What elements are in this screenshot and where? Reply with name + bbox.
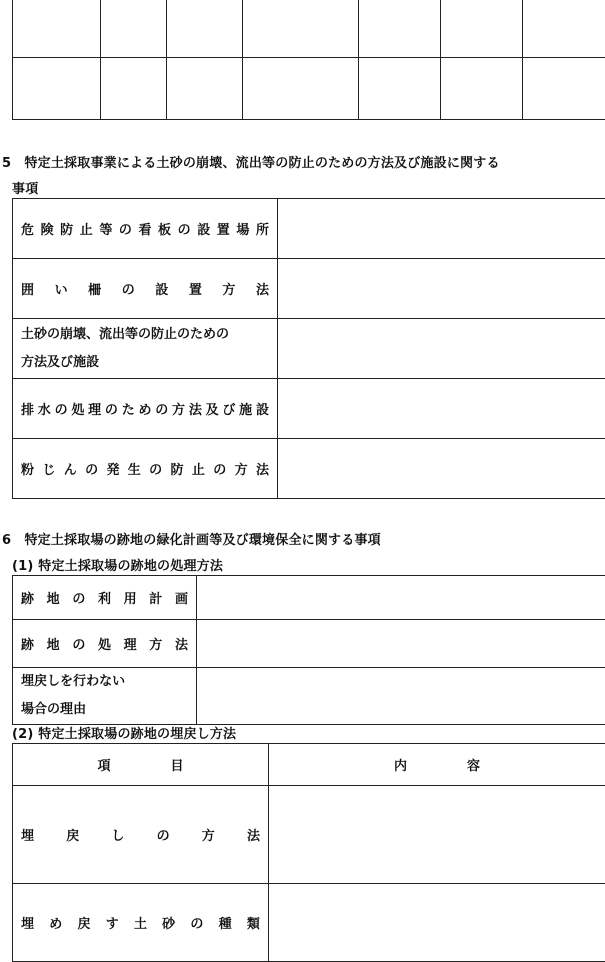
label-char: わ xyxy=(86,674,99,689)
label-char: 埋 xyxy=(21,913,34,932)
header-content xyxy=(269,744,605,786)
input-cell-fence[interactable] xyxy=(278,259,605,319)
label-char: を xyxy=(60,674,73,689)
label-char: 所 xyxy=(256,219,269,238)
section6-sub2-heading: (2) 特定土採取場の跡地の埋戻し方法 xyxy=(12,723,236,742)
section6-sub1-table xyxy=(12,575,605,725)
input-cell-site-treatment[interactable] xyxy=(197,620,605,668)
label-char: 施 xyxy=(239,399,252,418)
input-cell-no-backfill-reason[interactable] xyxy=(197,668,605,725)
label-char: 埋 xyxy=(21,825,34,844)
label-char: の xyxy=(105,399,118,418)
table-cell[interactable] xyxy=(13,58,101,120)
input-cell-drainage[interactable] xyxy=(278,379,605,439)
label-cell xyxy=(13,884,269,962)
table-cell[interactable] xyxy=(359,0,441,58)
label-line1: 土砂の崩壊、流出等の防止のための xyxy=(21,321,269,349)
label-char: 計 xyxy=(149,588,162,607)
section5-heading: 5 特定土採取事業による土砂の崩壊、流出等の防止のための方法及び施設に関する xyxy=(2,152,500,171)
label-char: の xyxy=(72,588,85,607)
label-char: 行 xyxy=(73,674,86,689)
label-char: 法 xyxy=(256,459,269,478)
label-char: 法 xyxy=(34,355,47,370)
label-char: 土 xyxy=(134,913,147,932)
label-char: 設 xyxy=(256,399,269,418)
label-char: 険 xyxy=(41,219,54,238)
top-continuation-table xyxy=(12,0,605,120)
label-char: な xyxy=(99,674,112,689)
section6-heading: 6 特定土採取場の跡地の緑化計画等及び環境保全に関する事項 xyxy=(2,529,381,548)
label-char: 項 xyxy=(97,755,110,774)
label-char: 理 xyxy=(124,634,137,653)
label-char: 合 xyxy=(34,702,47,717)
row-label-site-treatment xyxy=(13,634,196,653)
label-char: 目 xyxy=(171,755,184,774)
label-char: 排 xyxy=(21,399,34,418)
label-char: の xyxy=(155,399,168,418)
row-label-collapse-prevention xyxy=(13,321,277,377)
table-cell[interactable] xyxy=(167,0,243,58)
label-char: じ xyxy=(42,459,55,478)
row-label-no-backfill-reason xyxy=(13,668,196,724)
table-cell[interactable] xyxy=(359,58,441,120)
label-char: 発 xyxy=(106,459,119,478)
label-char: 場 xyxy=(236,219,249,238)
label-char: 地 xyxy=(47,588,60,607)
label-cell xyxy=(13,786,269,884)
label-char: 止 xyxy=(80,219,93,238)
label-char: 用 xyxy=(124,588,137,607)
label-char: の xyxy=(178,219,191,238)
input-cell-backfill-method[interactable] xyxy=(269,786,605,884)
table-cell[interactable] xyxy=(13,0,101,58)
section6-sub2-table xyxy=(12,743,605,962)
label-char: び xyxy=(60,355,73,370)
label-char: 柵 xyxy=(88,279,101,298)
row-label-fence xyxy=(13,279,277,298)
label-char: 利 xyxy=(98,588,111,607)
label-cell xyxy=(13,319,278,379)
label-char: 看 xyxy=(138,219,151,238)
label-char: 類 xyxy=(247,913,260,932)
table-cell[interactable] xyxy=(243,0,359,58)
label-char: 施 xyxy=(73,355,86,370)
label-cell xyxy=(13,199,278,259)
row-label-drainage xyxy=(13,399,277,418)
label-char: の xyxy=(213,459,226,478)
label-char: 危 xyxy=(21,219,34,238)
label-char: 置 xyxy=(217,219,230,238)
label-char: 戻 xyxy=(66,825,79,844)
label-char: 処 xyxy=(98,634,111,653)
label-char: 跡 xyxy=(21,634,34,653)
label-char: の xyxy=(72,634,85,653)
label-char: 法 xyxy=(175,634,188,653)
label-char: 生 xyxy=(128,459,141,478)
label-cell xyxy=(13,668,197,725)
label-char: 埋 xyxy=(21,674,34,689)
label-char: 戻 xyxy=(77,913,90,932)
label-char: 理 xyxy=(60,702,73,717)
label-char: 跡 xyxy=(21,588,34,607)
table-cell[interactable] xyxy=(441,58,523,120)
label-char: 理 xyxy=(88,399,101,418)
input-cell-site-use-plan[interactable] xyxy=(197,576,605,620)
label-char: 及 xyxy=(206,399,219,418)
label-char: の xyxy=(119,219,132,238)
label-char: の xyxy=(149,459,162,478)
table-cell[interactable] xyxy=(243,58,359,120)
input-cell-dust[interactable] xyxy=(278,439,605,499)
label-char: 板 xyxy=(158,219,171,238)
input-cell-backfill-soil-type[interactable] xyxy=(269,884,605,962)
label-char: 容 xyxy=(467,755,480,774)
row-label-signboard xyxy=(13,219,277,238)
label-char: ん xyxy=(64,459,77,478)
label-char: 設 xyxy=(86,355,99,370)
label-char: 水 xyxy=(38,399,51,418)
label-char: 囲 xyxy=(21,279,34,298)
label-char: い xyxy=(55,279,68,298)
label-char: 設 xyxy=(155,279,168,298)
label-char: 粉 xyxy=(21,459,34,478)
table-cell[interactable] xyxy=(441,0,523,58)
label-char: た xyxy=(122,399,135,418)
label-char: 設 xyxy=(197,219,210,238)
label-char: め xyxy=(49,913,62,932)
label-char: め xyxy=(138,399,151,418)
row-label-site-use-plan xyxy=(13,588,196,607)
label-char: 方 xyxy=(21,355,34,370)
label-char: 場 xyxy=(21,702,34,717)
label-char: 種 xyxy=(219,913,232,932)
label-char: 地 xyxy=(47,634,60,653)
label-cell xyxy=(13,439,278,499)
label-char: す xyxy=(106,913,119,932)
section5-table xyxy=(12,198,605,499)
label-char: 法 xyxy=(256,279,269,298)
label-char: 内 xyxy=(394,755,407,774)
label-char: の xyxy=(190,913,203,932)
table-cell[interactable] xyxy=(101,58,167,120)
label-char: し xyxy=(47,674,60,689)
label-char: 法 xyxy=(189,399,202,418)
label-char: 方 xyxy=(235,459,248,478)
label-char: 止 xyxy=(192,459,205,478)
label-line1 xyxy=(21,668,188,696)
label-char: 砂 xyxy=(162,913,175,932)
label-cell xyxy=(13,379,278,439)
label-char: 方 xyxy=(222,279,235,298)
label-char: 方 xyxy=(202,825,215,844)
label-line2 xyxy=(21,696,188,724)
input-cell-signboard[interactable] xyxy=(278,199,605,259)
label-char: の xyxy=(85,459,98,478)
label-char: の xyxy=(122,279,135,298)
label-char: 及 xyxy=(47,355,60,370)
row-label-backfill-method xyxy=(13,825,268,844)
header-item xyxy=(13,744,269,786)
row-label-backfill-soil-type xyxy=(13,913,268,932)
label-char: び xyxy=(222,399,235,418)
label-char: 防 xyxy=(171,459,184,478)
label-cell xyxy=(13,259,278,319)
label-char: い xyxy=(112,674,125,689)
label-char: 等 xyxy=(99,219,112,238)
label-char: 由 xyxy=(73,702,86,717)
label-char: 戻 xyxy=(34,674,47,689)
section6-sub1-heading: (1) 特定土採取場の跡地の処理方法 xyxy=(12,555,223,574)
label-char: 方 xyxy=(149,634,162,653)
table-cell[interactable] xyxy=(523,0,605,58)
label-char: の xyxy=(47,702,60,717)
label-char: の xyxy=(157,825,170,844)
label-cell xyxy=(13,576,197,620)
label-char: 画 xyxy=(175,588,188,607)
label-char: 置 xyxy=(189,279,202,298)
label-line2 xyxy=(21,349,269,377)
table-cell[interactable] xyxy=(167,58,243,120)
label-char: し xyxy=(111,825,124,844)
table-cell[interactable] xyxy=(101,0,167,58)
row-label-dust xyxy=(13,459,277,478)
input-cell-collapse-prevention[interactable] xyxy=(278,319,605,379)
label-char: 防 xyxy=(60,219,73,238)
section5-heading-cont: 事項 xyxy=(12,178,38,197)
label-char: 法 xyxy=(247,825,260,844)
label-char: の xyxy=(55,399,68,418)
table-cell[interactable] xyxy=(523,58,605,120)
label-cell xyxy=(13,620,197,668)
label-char: 処 xyxy=(71,399,84,418)
label-char: 方 xyxy=(172,399,185,418)
